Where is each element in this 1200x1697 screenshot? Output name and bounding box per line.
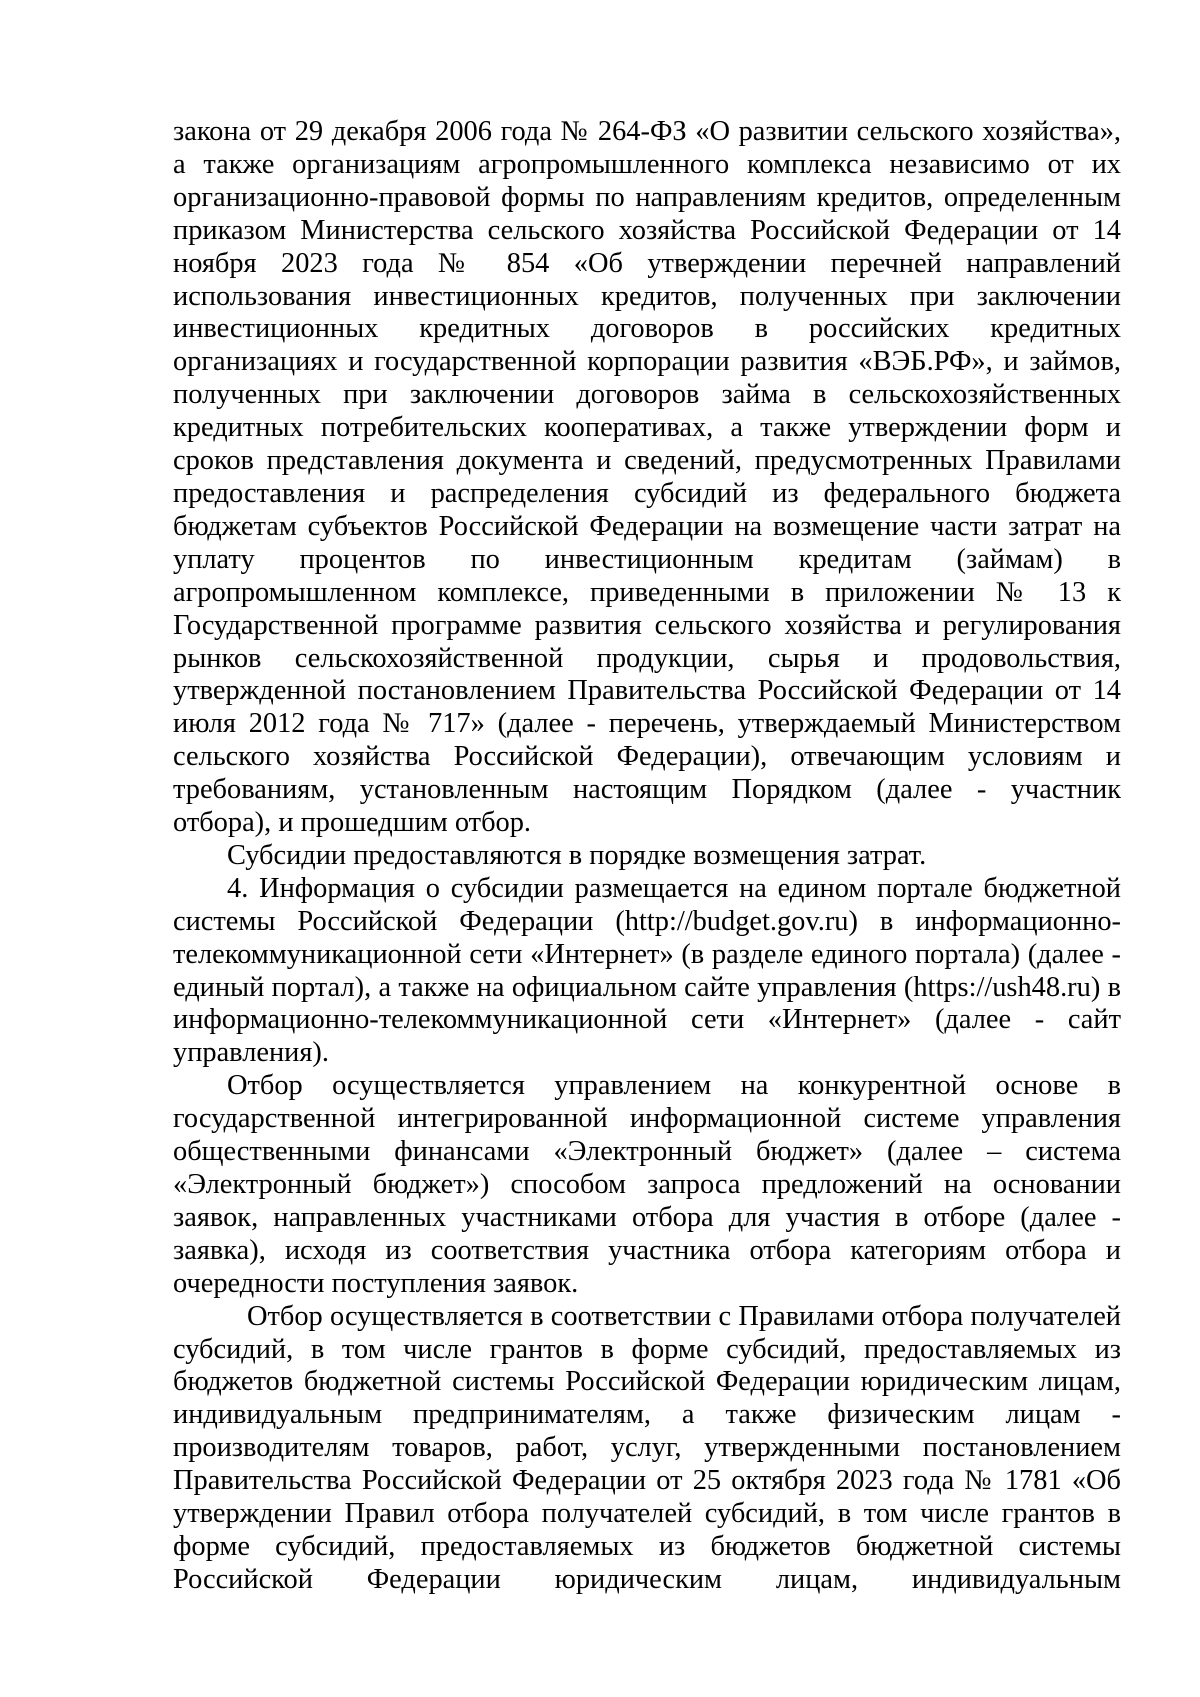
paragraph-selection-procedure: Отбор осуществляется управлением на конкурентной основе в государственной интегрированной информационной системе управления общественными финансами «Электронный бюджет» (далее – система «Электронный бюджет») способом запроса предложений на основании заявок, направленных участниками отбора для участия в отборе (далее - заявка), исходя из соответствия участника отбора категориям отбора и очередности поступления заявок.: [173, 1070, 1121, 1299]
paragraph-subsidy-compensation: Субсидии предоставляются в порядке возмещения затрат.: [227, 839, 927, 871]
document-body: [173, 116, 1121, 1597]
paragraph-selection-rules: Отбор осуществляется в соответствии с Правилами отбора получателей субсидий, в том числе грантов в форме субсидий, предоставляемых из бюджетов бюджетной системы Российской Федерации юридическим лицам, индивидуальным предпринимателям, а также физическим лицам - производителям товаров, работ, услуг, утвержденными постановлением Правительства Российской Федерации от 25 октября 2023 года № 1781 «Об утверждении Правил отбора получателей субсидий, в том числе грантов в форме субсидий, предоставляемых из бюджетов бюджетной системы Российской Федерации юридическим лицам, индивидуальным: [173, 1300, 1121, 1595]
paragraph-item-4-information: 4. Информация о субсидии размещается на едином портале бюджетной системы Российской Федерации (http://budget.gov.ru) в информационно-телекоммуникационной сети «Интернет» (в разделе единого портала) (далее - единый портал), а также на официальном сайте управления (https://ush48.ru) в информационно-телекоммуникационной сети «Интернет» (далее - сайт управления).: [173, 872, 1121, 1069]
paragraph-law-reference: закона от 29 декабря 2006 года № 264-ФЗ «О развитии сельского хозяйства», а также организациям агропромышленного комплекса независимо от их организационно-правовой формы по направлениям кредитов, определенным приказом Министерства сельского хозяйства Российской Федерации от 14 ноября 2023 года № 854 «Об утверждении перечней направлений использования инвестиционных кредитов, полученных при заключении инвестиционных кредитных договоров в российских кредитных организациях и государственной корпорации развития «ВЭБ.РФ», и займов, полученных при заключении договоров займа в сельскохозяйственных кредитных потребительских кооперативах, а также утверждении форм и сроков представления документа и сведений, предусмотренных Правилами предоставления и распределения субсидий из федерального бюджета бюджетам субъектов Российской Федерации на возмещение части затрат на уплату процентов по инвестиционным кредитам (займам) в агропромышленном комплексе, приведенными в приложении № 13 к Государственной программе развития сельского хозяйства и регулирования рынков сельскохозяйственной продукции, сырья и продовольствия, утвержденной постановлением Правительства Российской Федерации от 14 июля 2012 года № 717» (далее - перечень, утверждаемый Министерством сельского хозяйства Российской Федерации), отвечающим условиям и требованиям, установленным настоящим Порядком (далее - участник отбора), и прошедшим отбор.: [173, 116, 1121, 839]
